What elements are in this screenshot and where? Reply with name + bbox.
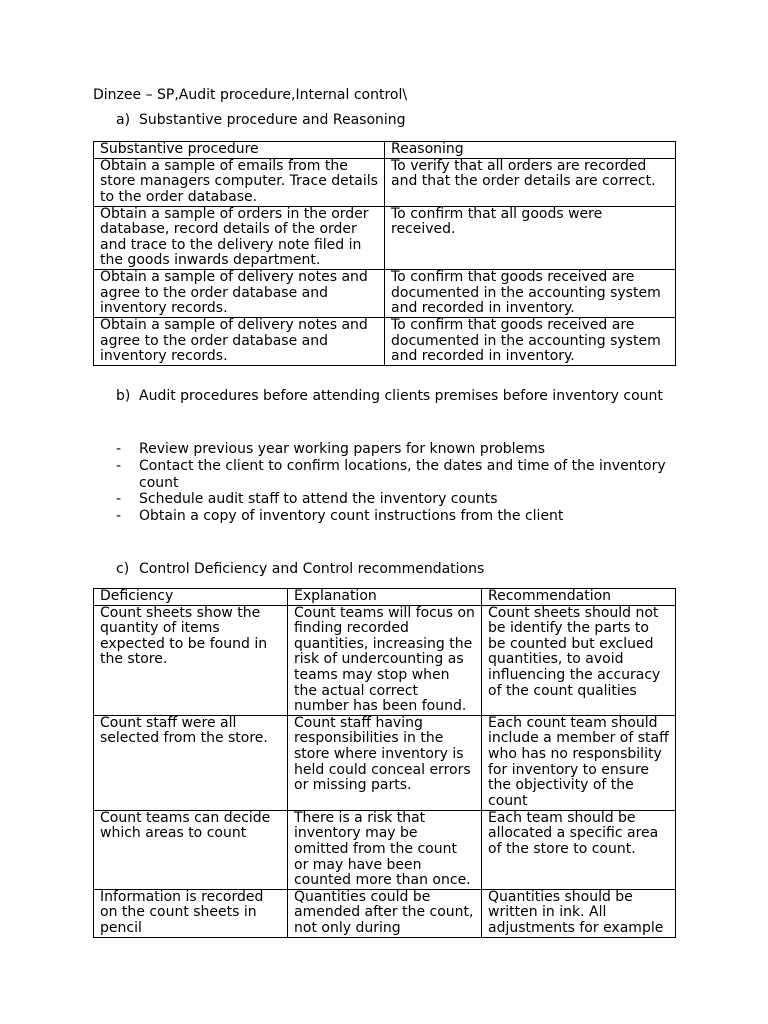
table-cell: There is a risk that inventory may be omitted from the count or may have been counted more than once. xyxy=(288,810,482,889)
section-b-marker: b) xyxy=(116,388,131,404)
list-item-text: Review previous year working papers for known problems xyxy=(139,441,546,457)
table-cell: Quantities should be written in ink. All adjustments for example xyxy=(482,889,676,937)
table-row xyxy=(94,605,676,715)
table-cell: Obtain a sample of delivery notes and agree to the order database and inventory records. xyxy=(94,317,385,365)
table-header-cell: Recommendation xyxy=(482,589,676,606)
table-row xyxy=(94,317,676,365)
table-cell: To confirm that goods received are documented in the accounting system and recorded in inventory. xyxy=(385,317,676,365)
section-b-heading-text: Audit procedures before attending clients premises before inventory count xyxy=(139,388,663,404)
table-cell: Obtain a sample of emails from the store managers computer. Trace details to the order database. xyxy=(94,158,385,206)
table-cell: Count teams can decide which areas to count xyxy=(94,810,288,889)
table-header-cell: Reasoning xyxy=(385,142,676,159)
bullet-marker: - xyxy=(116,441,122,457)
list-item-text: Contact the client to confirm locations, the dates and time of the inventory count xyxy=(139,457,666,491)
substantive-procedure-table xyxy=(93,141,676,366)
section-c-heading xyxy=(116,561,484,577)
table-cell: Count staff were all selected from the store. xyxy=(94,715,288,810)
table-cell: Each count team should include a member of staff who has no responsbility for inventory to ensure the objectivity of the count xyxy=(482,715,676,810)
table-cell: Obtain a sample of delivery notes and agree to the order database and inventory records. xyxy=(94,269,385,317)
list-item xyxy=(116,458,686,492)
section-a-heading-text: Substantive procedure and Reasoning xyxy=(139,112,406,128)
bullet-marker: - xyxy=(116,491,122,508)
table-cell: To confirm that goods received are documented in the accounting system and recorded in inventory. xyxy=(385,269,676,317)
section-a-heading xyxy=(116,112,406,128)
list-item xyxy=(116,441,686,458)
table-cell: Obtain a sample of orders in the order database, record details of the order and trace to the delivery note filed in the goods inwards department. xyxy=(94,206,385,269)
table-cell: Quantities could be amended after the count, not only during xyxy=(288,889,482,937)
table-header-row xyxy=(94,589,676,606)
list-item-text: Obtain a copy of inventory count instructions from the client xyxy=(139,508,564,525)
section-a-marker: a) xyxy=(116,112,131,128)
table-cell: Count staff having responsibilities in the store where inventory is held could conceal errors or missing parts. xyxy=(288,715,482,810)
table-header-cell: Deficiency xyxy=(94,589,288,606)
table-row xyxy=(94,715,676,810)
table-cell: Count teams will focus on finding recorded quantities, increasing the risk of undercounting as teams may stop when the actual correct number has been found. xyxy=(288,605,482,715)
control-deficiency-table xyxy=(93,588,676,938)
list-item-text: Schedule audit staff to attend the inventory counts xyxy=(139,491,498,508)
table-header-row xyxy=(94,142,676,159)
audit-procedures-list xyxy=(116,441,686,525)
table-row xyxy=(94,810,676,889)
table-cell: Each team should be allocated a specific area of the store to count. xyxy=(482,810,676,889)
list-item xyxy=(116,491,686,508)
table-row xyxy=(94,269,676,317)
table-row xyxy=(94,889,676,937)
table-row xyxy=(94,158,676,206)
table-cell: Count sheets show the quantity of items expected to be found in the store. xyxy=(94,605,288,715)
bullet-marker: - xyxy=(116,508,122,525)
table-cell: To confirm that all goods were received. xyxy=(385,206,676,269)
table-cell: Information is recorded on the count sheets in pencil xyxy=(94,889,288,937)
table-cell: To verify that all orders are recorded and that the order details are correct. xyxy=(385,158,676,206)
list-item xyxy=(116,508,686,525)
table-cell: Count sheets should not be identify the parts to be counted but exclued quantities, to avoid influencing the accuracy of the count qualities xyxy=(482,605,676,715)
table-header-cell: Substantive procedure xyxy=(94,142,385,159)
table-header-cell: Explanation xyxy=(288,589,482,606)
document-title: Dinzee – SP,Audit procedure,Internal control\ xyxy=(93,87,408,103)
section-b-heading xyxy=(116,388,663,404)
section-c-marker: c) xyxy=(116,561,130,577)
section-c-heading-text: Control Deficiency and Control recommendations xyxy=(139,561,485,577)
table-row xyxy=(94,206,676,269)
bullet-marker: - xyxy=(116,457,122,474)
